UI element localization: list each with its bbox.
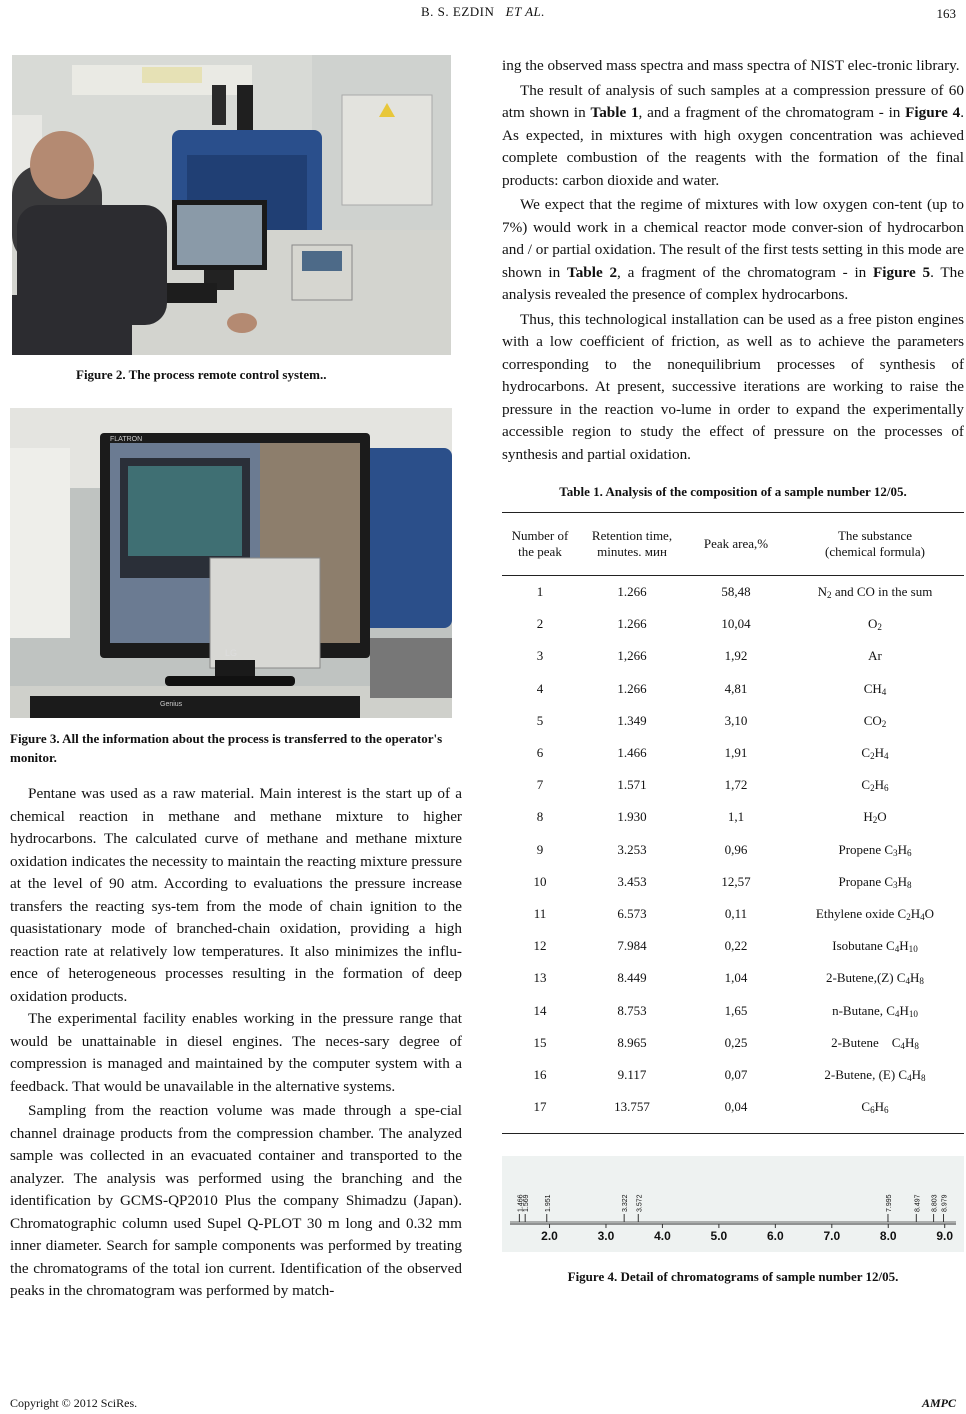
table-row: [502, 705, 964, 737]
cell-substance: $CO_2$: [863, 712, 887, 729]
table-row: [502, 1027, 964, 1059]
right-p1-text-e: . As expected, in mixtures with high oxygen concentration was achieved complete combustion of the reagents with the formation of the final products: carbon dioxide and water.: [502, 104, 964, 189]
x-tick-label: 4.0: [654, 1229, 671, 1244]
cell-peak-area: 1,65: [724, 1002, 748, 1018]
cell-substance: $C_6H_6$: [861, 1099, 889, 1116]
cell-retention-time: 8.449: [617, 970, 647, 986]
figure3-photo: [10, 408, 452, 718]
table-row: [502, 673, 964, 705]
cell-substance: Propane $C_3H_8$: [838, 873, 912, 890]
figure4-caption: Figure 4. Detail of chromatograms of sample number 12/05.: [567, 1269, 899, 1285]
table-row: [502, 608, 964, 640]
cell-retention-time: 9.117: [617, 1066, 647, 1082]
page-header: [0, 4, 966, 24]
table-row: [502, 576, 964, 609]
cell-substance: 2-Butene,(Z) $C_4H_8$: [826, 970, 924, 987]
figure2-caption: Figure 2. The process remote control system..: [76, 367, 327, 382]
cell-peak-number: 3: [536, 648, 544, 664]
journal-name: AMPC: [921, 1396, 956, 1410]
table2-reference: Table 2: [566, 263, 618, 281]
cell-peak-number: 11: [533, 905, 547, 921]
right-p2-text-e: . The analysis revealed the presence of complex hydrocarbons.: [502, 263, 964, 303]
header-substance: The substance (chemical formula): [825, 528, 925, 559]
table-row: [502, 801, 964, 833]
cell-substance: 2-Butene, (E) $C_4H_8$: [824, 1066, 926, 1083]
monitor-brand: LG: [225, 648, 238, 658]
cell-peak-area: 1,92: [724, 648, 748, 664]
peak-label: 7.995: [885, 1194, 893, 1213]
cell-substance: $N_2$ and CO in the sum: [817, 584, 933, 601]
cell-retention-time: 1.466: [617, 745, 647, 761]
cell-substance: n-Butane, $C_4H_{10}$: [832, 1002, 918, 1019]
table-row: [502, 930, 964, 962]
authors: B. S. EZDIN: [420, 4, 495, 19]
right-p1-text-c: , and a fragment of the chromatogram - in: [638, 104, 906, 121]
cell-peak-area: 58,48: [721, 584, 751, 600]
figure5-reference: Figure 5: [873, 263, 931, 281]
x-tick-label: 7.0: [823, 1229, 841, 1244]
left-paragraph-2: The experimental facility enables working in the pressure range that would be unattainable in diesel engines. The neces-sary degree of compression is managed and maintained by the computer system with a feedback. That would be unavailable in the alternative systems.: [10, 1010, 462, 1095]
peak-label: 1.951: [544, 1194, 552, 1213]
cell-peak-number: 5: [536, 712, 544, 728]
peak-label: 8.979: [941, 1194, 949, 1213]
cell-peak-number: 4: [536, 680, 544, 696]
cell-substance: Propene $C_3H_6$: [838, 841, 912, 858]
cell-retention-time: 8.965: [617, 1034, 647, 1050]
cell-peak-number: 17: [533, 1099, 547, 1115]
table-row: [502, 769, 964, 801]
left-paragraph-1: Pentane was used as a raw material. Main interest is the start up of a chemical reaction in methane and methane mixture to higher hydrocarbons. The calculated curve of methane and methane mixture oxidation indicates the necessity to maintain the reacting mixture pressure at the level of 90 atm. According to evaluations the pressure increase transfers the reacting sys-tem from the mode of chain ignition to the quasistationary mode of branched-chain oxidation, providing a high reaction rate at relatively low temperatures. It also minimizes the influ-ence of heterogeneous processes resulting in the formation of deep oxidation products.: [10, 785, 462, 1005]
keyboard-brand: Genius: [160, 701, 183, 708]
cell-peak-area: 0,25: [724, 1034, 748, 1050]
cell-substance: Isobutane $C_4H_{10}$: [832, 938, 918, 955]
peak-label: 8.803: [931, 1194, 939, 1213]
cell-peak-area: 0,04: [724, 1099, 748, 1115]
cell-peak-number: 12: [533, 938, 547, 954]
cell-peak-number: 9: [536, 841, 544, 857]
figure4-chart: [502, 1156, 964, 1252]
cell-substance: Ar: [868, 648, 882, 664]
cell-retention-time: 3.253: [617, 841, 647, 857]
cell-peak-area: 1,91: [724, 745, 748, 761]
chromatogram-svg: [502, 1156, 964, 1252]
figure4-reference: Figure 4: [905, 104, 961, 121]
right-p1-text-a: The result of analysis of such samples at a compression pressure of 60 atm shown in: [502, 81, 964, 121]
cell-peak-number: 2: [536, 616, 544, 632]
cell-peak-area: 0,96: [724, 841, 748, 857]
cell-peak-area: 4,81: [724, 680, 748, 696]
cell-substance: $O_2$: [868, 616, 882, 633]
table-row: [502, 866, 964, 898]
table1-caption: Table 1. Analysis of the composition of a sample number 12/05.: [559, 484, 907, 499]
cell-peak-number: 14: [533, 1002, 547, 1018]
cell-retention-time: 1.930: [617, 809, 647, 825]
cell-peak-number: 16: [533, 1066, 547, 1082]
table1: [502, 513, 964, 1123]
cell-retention-time: 1.571: [617, 777, 647, 793]
page-footer: [10, 1396, 956, 1411]
left-column: [10, 55, 462, 1303]
peak-label: 1.569: [523, 1194, 531, 1213]
right-paragraph-3: Thus, this technological installation can be used as a free piston engines with a low coefficient of friction, as well as to achieve the parameters corresponding to the nonequilibrium processes of synthesis of hydrocarbons. At present, successive iterations are working to raise the pressure in the reaction vo-lume in order to expand the experimentally accessible region to study the effect of pressure on the processes of synthesis and partial oxidation.: [502, 310, 964, 463]
cell-peak-area: 10,04: [721, 616, 751, 632]
peak-label: 3.572: [636, 1194, 644, 1213]
table-row: [502, 834, 964, 866]
x-tick-label: 8.0: [879, 1229, 897, 1244]
table-row: [502, 1091, 964, 1123]
x-tick-label: 5.0: [710, 1229, 728, 1244]
x-tick-label: 3.0: [597, 1229, 615, 1244]
copyright: Copyright © 2012 SciRes.: [10, 1396, 138, 1410]
peak-label: 1.466: [517, 1194, 525, 1213]
cell-peak-number: 15: [533, 1034, 547, 1050]
header-peak-number: Number of the peak: [511, 528, 569, 559]
cell-retention-time: 8.753: [617, 1002, 647, 1018]
cell-peak-area: 12,57: [721, 873, 751, 889]
cell-substance: $CH_4$: [863, 680, 887, 697]
running-title: [0, 4, 966, 20]
cell-retention-time: 1.266: [617, 584, 647, 600]
cell-peak-area: 0,07: [724, 1066, 748, 1082]
table-row: [502, 994, 964, 1026]
right-paragraph-1: [502, 80, 964, 193]
cell-peak-number: 10: [533, 873, 547, 889]
header-retention-time: Retention time, minutes. мин: [591, 528, 673, 559]
table-row: [502, 640, 964, 672]
table1-body: [502, 576, 964, 1124]
cell-peak-area: 1,04: [724, 970, 748, 986]
cell-substance: $C_2H_6$: [861, 777, 889, 794]
cell-retention-time: 1,266: [617, 648, 647, 664]
cell-peak-number: 7: [536, 777, 544, 793]
cell-retention-time: 1.266: [617, 680, 647, 696]
cell-peak-number: 6: [536, 745, 544, 761]
right-column: [502, 55, 964, 1285]
page-number: 163: [936, 6, 956, 21]
figure2-illustration: [12, 55, 451, 355]
cell-retention-time: 7.984: [617, 938, 647, 954]
table1-container: [502, 512, 964, 1134]
right-p2-text-a: We expect that the regime of mixtures with low oxygen con-tent (up to 7%) would work in a chemical reactor mode conver-sion of hydrocarbon and / or partial oxidation. The result of the first tests setting in this mode are shown in: [502, 196, 964, 281]
cell-retention-time: 3.453: [617, 873, 647, 889]
cell-peak-area: 1,1: [727, 809, 745, 825]
left-paragraph-3: Sampling from the reaction volume was made through a spe-cial channel drainage products from the compression chamber. The analyzed sample was collected in an evacuated container and transported to the analyzer. The analysis was performed using the branching and the identification by GCMS-QP2010 Plus the company Shimadzu (Japan). Chromatographic column used Supel Q-PLOT 30 m long and 0.32 mm inner diameter. Search for sample components was performed by treating the chromatograms of the total ion current. Identification of the observed peaks in the chromatogram was performed by match-: [10, 1102, 462, 1299]
figure3-caption: Figure 3. All the information about the process is transferred to the operator's monitor.: [10, 731, 443, 765]
cell-substance: 2-Butene $C_4H_8$: [831, 1034, 919, 1051]
cell-peak-area: 0,22: [724, 938, 748, 954]
table1-header-row: [502, 513, 964, 576]
cell-retention-time: 13.757: [614, 1099, 650, 1115]
cell-retention-time: 1.266: [617, 616, 647, 632]
cell-substance: $C_2H_4$: [861, 745, 889, 762]
cell-peak-area: 0,11: [724, 905, 748, 921]
header-peak-area: Peak area,%: [703, 536, 769, 551]
table-row: [502, 1059, 964, 1091]
cell-substance: $H_2O$: [863, 809, 887, 826]
x-tick-label: 9.0: [936, 1229, 954, 1244]
table-row: [502, 898, 964, 930]
cell-peak-area: 3,10: [724, 712, 748, 728]
cell-peak-number: 13: [533, 970, 547, 986]
cell-substance: Ethylene oxide $C_2H_4O$: [815, 905, 935, 922]
table-row: [502, 962, 964, 994]
cell-peak-number: 1: [536, 584, 544, 600]
cell-peak-area: 1,72: [724, 777, 748, 793]
x-tick-label: 2.0: [541, 1229, 558, 1244]
peak-label: 8.497: [914, 1194, 922, 1213]
cell-retention-time: 6.573: [617, 905, 647, 921]
cell-peak-number: 8: [536, 809, 544, 825]
table1-reference: Table 1: [590, 104, 639, 121]
et-al: ET AL.: [505, 4, 545, 19]
figure2-photo: [12, 55, 451, 355]
peak-label: 3.322: [622, 1194, 630, 1213]
figure3-illustration: [10, 408, 452, 718]
cell-retention-time: 1.349: [617, 712, 647, 728]
right-paragraph-0: ing the observed mass spectra and mass spectra of NIST elec-tronic library.: [502, 57, 960, 74]
table-row: [502, 737, 964, 769]
monitor-top-label: FLATRON: [110, 436, 143, 443]
right-paragraph-2: [502, 194, 964, 307]
right-p2-text-c: , a fragment of the chromatogram - in: [617, 263, 873, 281]
x-tick-label: 6.0: [766, 1229, 784, 1244]
